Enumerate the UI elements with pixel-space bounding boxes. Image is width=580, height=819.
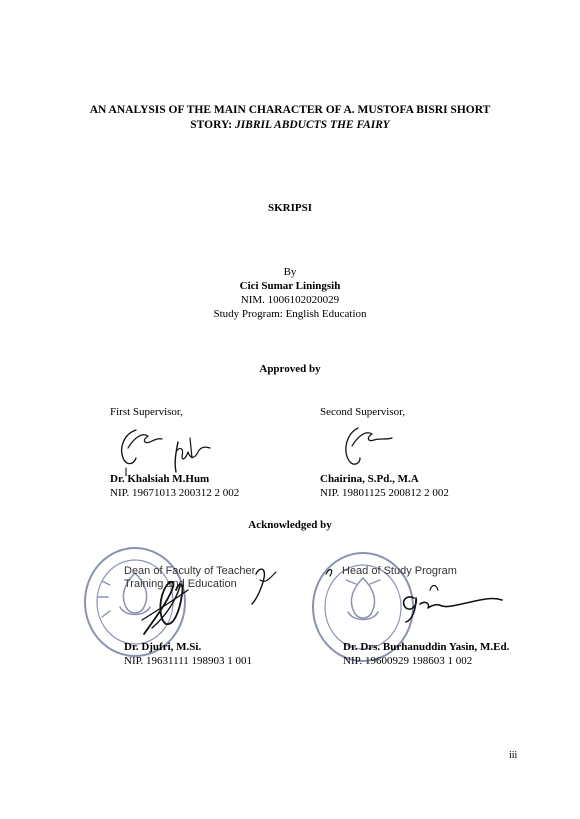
- dean-role-line-2: Training and Education: [124, 578, 237, 590]
- page-number: iii: [509, 750, 518, 761]
- head-of-program-name: Dr. Drs. Burhanuddin Yasin, M.Ed.: [343, 641, 510, 653]
- head-of-program-nip: NIP. 19600929 198603 1 002: [343, 655, 473, 667]
- first-supervisor-name: Dr. Khalsiah M.Hum: [110, 473, 210, 485]
- second-supervisor-nip: NIP. 19801125 200812 2 002: [320, 487, 449, 499]
- second-supervisor-name: Chairina, S.Pd., M.A: [320, 473, 419, 485]
- author-by: By: [283, 266, 297, 278]
- first-supervisor-role: First Supervisor,: [110, 406, 183, 418]
- author-program: Study Program: English Education: [213, 308, 367, 320]
- title-line-1: AN ANALYSIS OF THE MAIN CHARACTER OF A. MUSTOFA BISRI SHORT: [89, 104, 491, 116]
- dean-role-line-1: Dean of Faculty of Teacher: [124, 565, 256, 577]
- dean-nip: NIP. 19631111 198903 1 001: [124, 655, 253, 667]
- thesis-title: [0, 103, 580, 133]
- author-nim: NIM. 1006102020029: [240, 294, 340, 306]
- title-italic: JIBRIL ABDUCTS THE FAIRY: [234, 119, 390, 131]
- author-name: Cici Sumar Liningsih: [239, 280, 341, 292]
- dean-signature: [130, 560, 290, 640]
- acknowledged-heading: Acknowledged by: [248, 519, 332, 531]
- first-supervisor-signature: [112, 418, 222, 476]
- first-supervisor-nip: NIP. 19671013 200312 2 002: [110, 487, 240, 499]
- head-of-program-role: Head of Study Program: [342, 565, 457, 577]
- dean-name: Dr. Djufri, M.Si.: [124, 641, 202, 653]
- title-line-2: STORY: JIBRIL ABDUCTS THE FAIRY: [190, 119, 390, 131]
- second-supervisor-role: Second Supervisor,: [320, 406, 406, 418]
- second-supervisor-signature: [340, 418, 410, 470]
- document-type: SKRIPSI: [267, 202, 313, 214]
- head-of-program-signature: [320, 560, 510, 630]
- approved-heading: Approved by: [259, 363, 321, 375]
